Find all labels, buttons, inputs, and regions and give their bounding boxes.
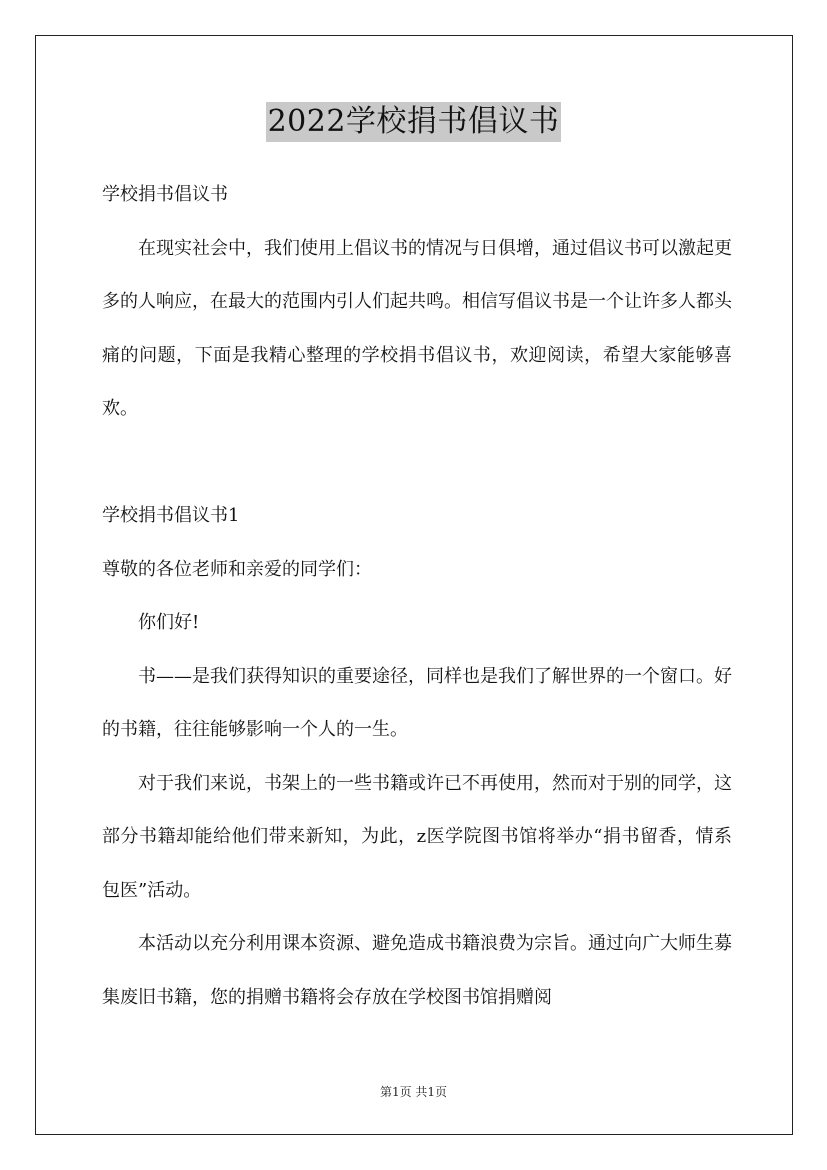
intro-paragraph: 在现实社会中，我们使用上倡议书的情况与日俱增，通过倡议书可以激起更多的人响应，在最大的范围内引人们起共鸣。相信写倡议书是一个让许多人都头痛的问题，下面是我精心整理的学校捐书倡议书，欢迎阅读，希望大家能够喜欢。 — [102, 237, 732, 419]
section-heading: 学校捐书倡议书1 — [102, 505, 240, 526]
body-paragraph: 书——是我们获得知识的重要途径，同样也是我们了解世界的一个窗口。好的书籍，往往能够影响一个人的一生。 — [102, 665, 732, 740]
blank-line — [102, 436, 732, 490]
document-body — [102, 168, 732, 1024]
document-title: 2022学校捐书倡议书 — [266, 102, 562, 142]
salutation: 尊敬的各位老师和亲爱的同学们： — [102, 558, 372, 580]
title-container — [0, 102, 827, 142]
greeting: 你们好! — [138, 612, 200, 633]
body-paragraph: 本活动以充分利用课本资源、避免造成书籍浪费为宗旨。通过向广大师生募集废旧书籍，您的捐赠书籍将会存放在学校图书馆捐赠阅 — [102, 933, 732, 1008]
page-footer: 第1页 共1页 — [379, 1085, 448, 1099]
subtitle: 学校捐书倡议书 — [102, 184, 228, 205]
body-paragraph: 对于我们来说，书架上的一些书籍或许已不再使用，然而对于别的同学，这部分书籍却能给他们带来新知，为此，z医学院图书馆将举办“捐书留香，情系包医”活动。 — [102, 772, 732, 901]
